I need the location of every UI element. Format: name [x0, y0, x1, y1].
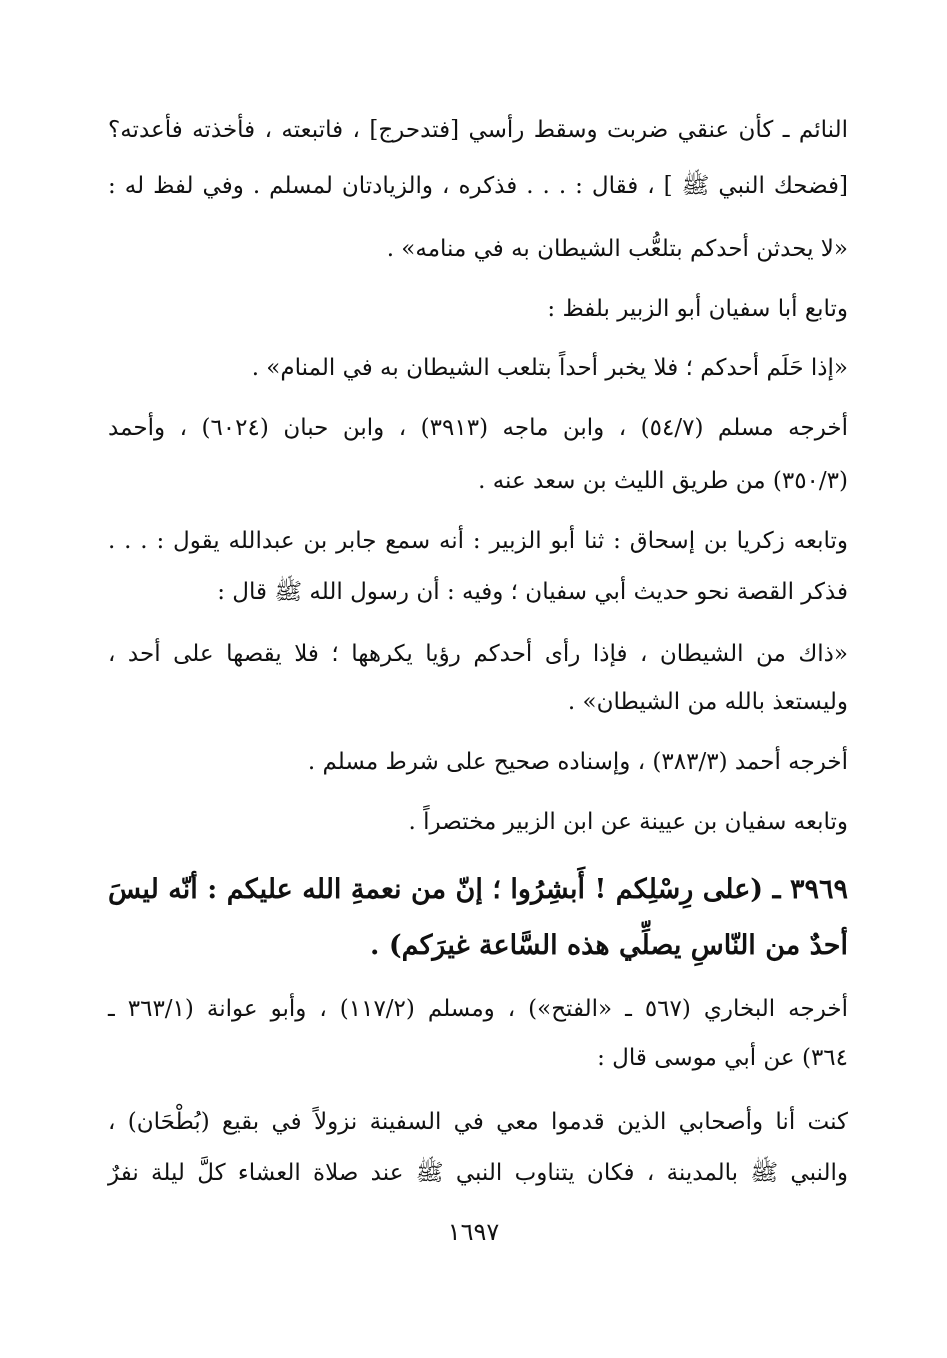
- text-line: كنت أنا وأصحابي الذين قدموا معي في السفينة نزولاً في بقيع (بُطْحَان) ،: [108, 1109, 848, 1135]
- text-line: وتابعه سفيان بن عيينة عن ابن الزبير مختصراً .: [408, 809, 848, 835]
- hadith-heading: ٣٩٦٩ ـ (على رِسْلِكم ! أَبشِرُوا ؛ إنّ من نعمةِ الله عليكم : أنّه ليسَ: [108, 874, 848, 905]
- takhrij-line: ٣٦٤) عن أبي موسى قال :: [597, 1045, 848, 1071]
- takhrij-line: (٣٥٠/٣) من طريق الليث بن سعد عنه .: [478, 468, 848, 494]
- text-line: النائم ـ كأن عنقي ضربت وسقط رأسي [فتدحرج] ، فاتبعته ، فأخذته فأعدته؟: [108, 117, 848, 143]
- takhrij-line: أخرجه أحمد (٣٨٣/٣) ، وإسناده صحيح على شرط مسلم .: [307, 749, 848, 775]
- page-number: ١٦٩٧: [447, 1218, 500, 1246]
- text-line: وتابع أبا سفيان أبو الزبير بلفظ :: [547, 296, 848, 322]
- hadith-quote: «إذا حَلَم أحدكم ؛ فلا يخبر أحداً بتلعب الشيطان به في المنام» .: [251, 355, 848, 381]
- takhrij-line: أخرجه مسلم (٥٤/٧) ، وابن ماجه (٣٩١٣) ، وابن حبان (٦٠٢٤) ، وأحمد: [108, 415, 849, 441]
- text-line: والنبي ﷺ بالمدينة ، فكان يتناوب النبي ﷺ عند صلاة العشاء كلَّ ليلة نفرٌ: [108, 1160, 848, 1186]
- takhrij-line: أخرجه البخاري (٥٦٧ ـ «الفتح») ، ومسلم (١١٧/٢) ، وأبو عوانة (٣٦٣/١ ـ: [108, 996, 848, 1022]
- text-line: [فضحك النبي ﷺ ] ، فقال : . . . فذكره ، والزيادتان لمسلم . وفي لفظ له :: [108, 173, 848, 199]
- hadith-quote: وليستعذ بالله من الشيطان» .: [567, 689, 848, 715]
- text-line: وتابعه زكريا بن إسحاق : ثنا أبو الزبير : أنه سمع جابر بن عبدالله يقول : . . .: [108, 528, 848, 554]
- hadith-heading: أحدٌ من النّاسِ يصلِّي هذه السَّاعة غيرَكم) .: [370, 930, 848, 961]
- hadith-quote: «لا يحدثن أحدكم بتلعُّب الشيطان به في منامه» .: [386, 236, 848, 262]
- text-line: فذكر القصة نحو حديث أبي سفيان ؛ وفيه : أن رسول الله ﷺ قال :: [217, 579, 848, 605]
- hadith-quote: «ذاك من الشيطان ، فإذا رأى أحدكم رؤيا يكرهها ؛ فلا يقصها على أحد ،: [108, 641, 848, 667]
